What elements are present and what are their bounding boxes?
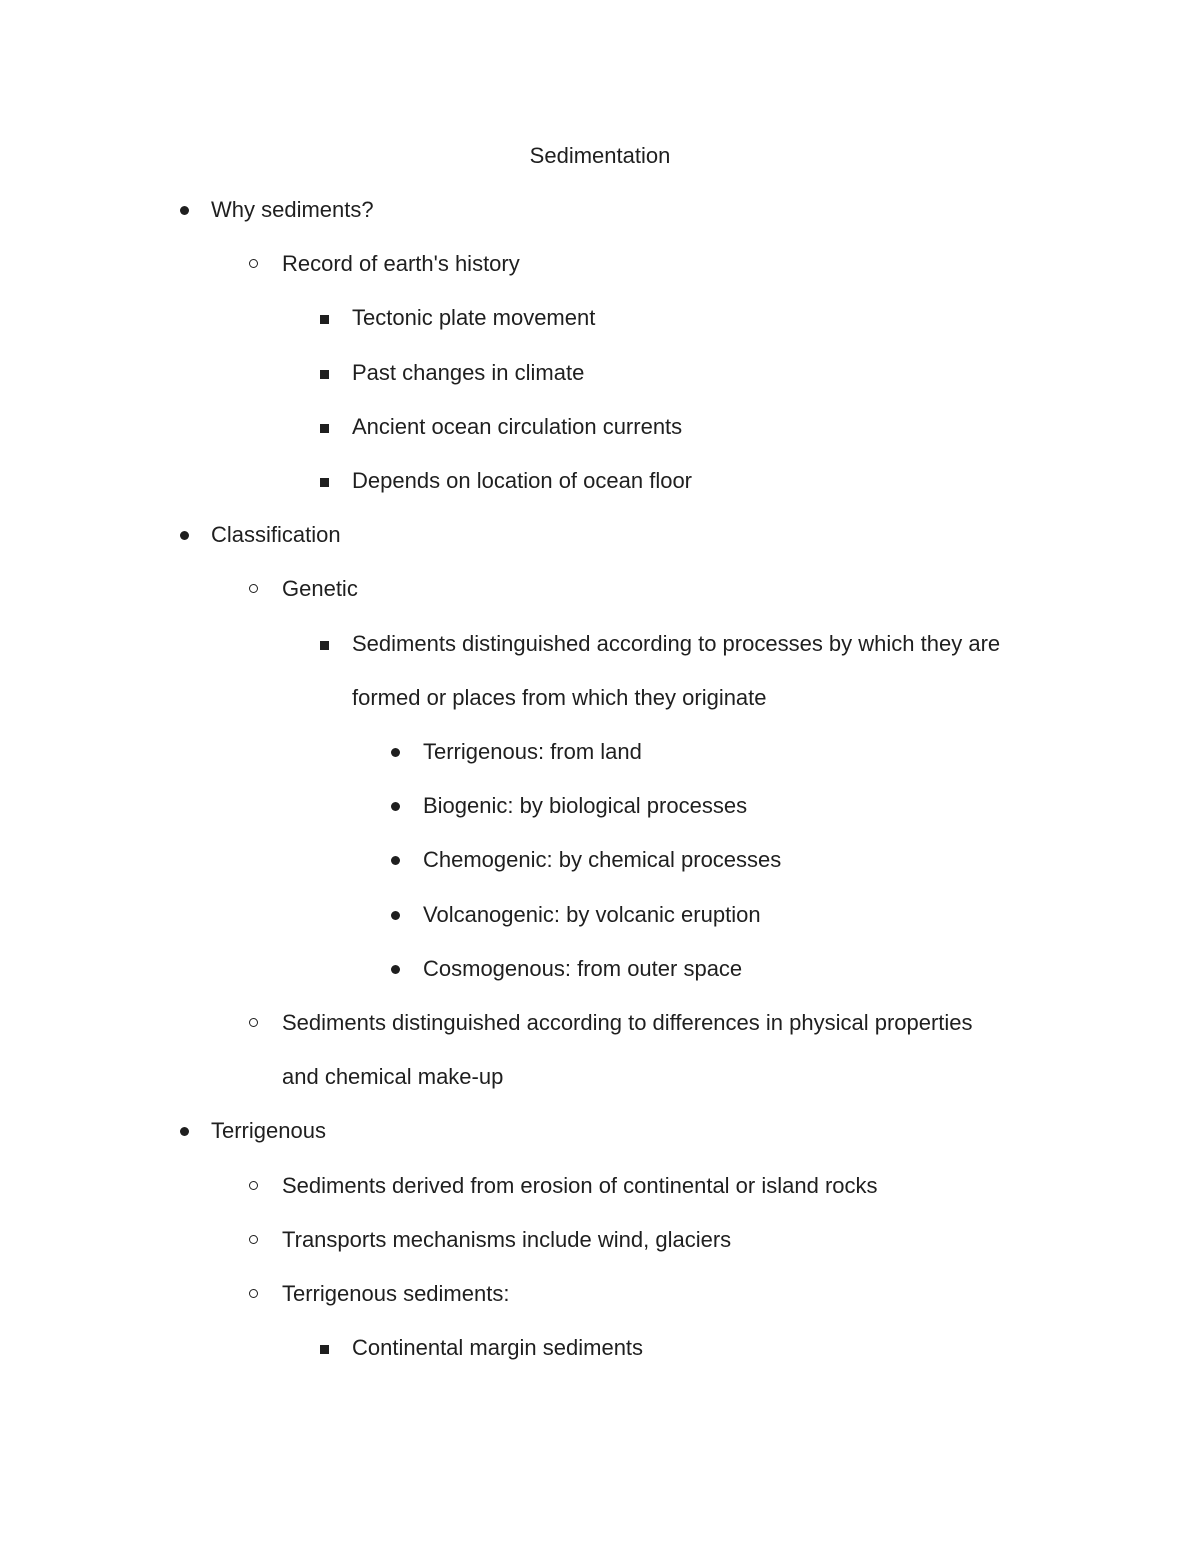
outline-item-text: Depends on location of ocean floor bbox=[352, 468, 693, 493]
circle-bullet-icon bbox=[246, 1008, 266, 1038]
disc-bullet-icon bbox=[176, 520, 196, 550]
outline-item-level-3 bbox=[0, 683, 1200, 713]
square-bullet-icon bbox=[316, 466, 336, 496]
outline-item-text: Biogenic: by biological processes bbox=[423, 793, 748, 818]
disc-bullet-icon bbox=[176, 195, 196, 225]
outline-item-level-2 bbox=[0, 574, 1200, 604]
outline-item-text: Sediments distinguished according to differences in physical properties bbox=[282, 1010, 973, 1035]
outline-item-level-4 bbox=[0, 900, 1200, 930]
outline-item-text: Terrigenous bbox=[211, 1118, 326, 1143]
square-bullet-icon bbox=[316, 412, 336, 442]
outline-item-level-2 bbox=[0, 1008, 1200, 1038]
outline-item-text: Terrigenous: from land bbox=[423, 739, 642, 764]
outline-item-text: Continental margin sediments bbox=[352, 1335, 644, 1360]
outline-item-level-3 bbox=[0, 629, 1200, 659]
outline-item-text: Terrigenous sediments: bbox=[282, 1281, 510, 1306]
outline-item-text: Record of earth's history bbox=[282, 251, 520, 276]
disc-bullet-icon bbox=[176, 1116, 196, 1146]
outline-item-text: formed or places from which they originate bbox=[352, 685, 767, 710]
outline-item-level-4 bbox=[0, 737, 1200, 767]
disc-bullet-icon bbox=[387, 954, 407, 984]
outline-item-text: Tectonic plate movement bbox=[352, 305, 596, 330]
outline-item-level-4 bbox=[0, 791, 1200, 821]
outline-item-text: Why sediments? bbox=[211, 197, 374, 222]
square-bullet-icon bbox=[316, 629, 336, 659]
outline-item-text: Genetic bbox=[282, 576, 358, 601]
square-bullet-icon bbox=[316, 303, 336, 333]
outline-item-level-3 bbox=[0, 412, 1200, 442]
outline-item-level-1 bbox=[0, 1116, 1200, 1146]
outline-item-text: Cosmogenous: from outer space bbox=[423, 956, 743, 981]
circle-bullet-icon bbox=[246, 1171, 266, 1201]
outline-item-text: and chemical make-up bbox=[282, 1064, 504, 1089]
square-bullet-icon bbox=[316, 358, 336, 388]
outline-item-text: Transports mechanisms include wind, glaciers bbox=[282, 1227, 732, 1252]
circle-bullet-icon bbox=[246, 249, 266, 279]
outline-item-text: Sediments derived from erosion of continental or island rocks bbox=[282, 1173, 878, 1198]
outline-item-text: Volcanogenic: by volcanic eruption bbox=[423, 902, 761, 927]
outline-item-level-4 bbox=[0, 845, 1200, 875]
circle-bullet-icon bbox=[246, 574, 266, 604]
outline-item-level-2 bbox=[0, 1225, 1200, 1255]
outline-item-level-2 bbox=[0, 1279, 1200, 1309]
disc-bullet-icon bbox=[387, 791, 407, 821]
circle-bullet-icon bbox=[246, 1225, 266, 1255]
outline-item-text: Chemogenic: by chemical processes bbox=[423, 847, 782, 872]
disc-bullet-icon bbox=[387, 845, 407, 875]
outline-item-level-3 bbox=[0, 1333, 1200, 1363]
outline-item-text: Ancient ocean circulation currents bbox=[352, 414, 683, 439]
outline-item-level-2 bbox=[0, 1171, 1200, 1201]
outline-item-level-3 bbox=[0, 358, 1200, 388]
square-bullet-icon bbox=[316, 1333, 336, 1363]
circle-bullet-icon bbox=[246, 1279, 266, 1309]
disc-bullet-icon bbox=[387, 737, 407, 767]
outline-item-level-4 bbox=[0, 954, 1200, 984]
document-title: Sedimentation bbox=[529, 143, 671, 168]
disc-bullet-icon bbox=[387, 900, 407, 930]
outline-item-text: Sediments distinguished according to processes by which they are bbox=[352, 631, 1001, 656]
outline-item-level-1 bbox=[0, 520, 1200, 550]
outline-item-level-2 bbox=[0, 1062, 1200, 1092]
outline-item-text: Past changes in climate bbox=[352, 360, 585, 385]
outline-item-level-2 bbox=[0, 249, 1200, 279]
outline-item-text: Classification bbox=[211, 522, 341, 547]
outline-item-level-3 bbox=[0, 303, 1200, 333]
outline-item-level-1 bbox=[0, 195, 1200, 225]
outline-item-level-3 bbox=[0, 466, 1200, 496]
